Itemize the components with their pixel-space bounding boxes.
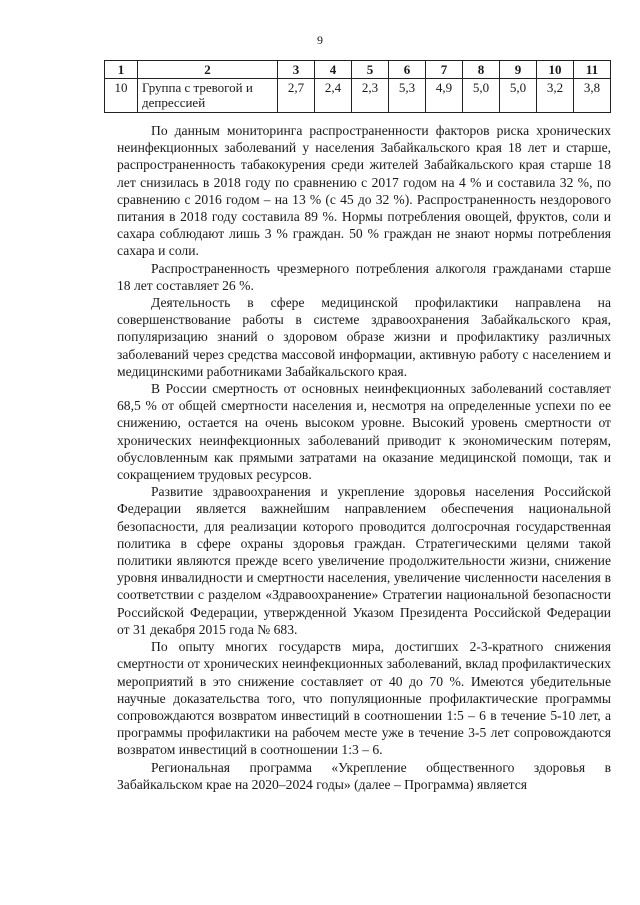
table-row xyxy=(105,79,611,113)
paragraph-international-experience: По опыту многих государств мира, достигших 2-3-кратного снижения смертности от хронических неинфекционных заболеваний, вклад профилактических мероприятий в это снижение составляет от 40 до 70 %. Имеются убедительные научные доказательства того, что популяционные профилактические программы сопровождаются возвратом инвестиций в соотношении 1:5 – 6 в течение 5-10 лет, а программы профилактики на рабочем месте уже в течение 3-5 лет сопровождаются возвратом инвестиций в соотношении 1:3 – 6. xyxy=(117,639,611,758)
table-header-cell: 4 xyxy=(315,61,352,79)
page-number: 9 xyxy=(317,33,323,47)
table-header-cell: 3 xyxy=(278,61,315,79)
table-cell: 5,3 xyxy=(389,79,426,113)
paragraph-prevention-activity: Деятельность в сфере медицинской профилактики направлена на совершенствование работы в системе здравоохранения Забайкальского края, популяризацию знаний о здоровом образе жизни и профилактику различных заболеваний через средства массовой информации, активную работу с населением и медицинскими работниками Забайкальского края. xyxy=(117,295,611,379)
paragraph-regional-program: Региональная программа «Укрепление общественного здоровья в Забайкальском крае на 2020–2024 годы» (далее – Программа) является xyxy=(117,759,611,792)
table-header-cell: 7 xyxy=(426,61,463,79)
document-body xyxy=(117,122,611,793)
paragraph-tobacco-nutrition: По данным мониторинга распространенности факторов риска хронических неинфекционных заболеваний у населения Забайкальского края 18 лет и старше, распространенность табакокурения среди жителей Забайкальского края старше 18 лет снизилась в 2018 году по сравнению с 2017 годом на 4 % и составила 32 %, по сравнению с 2016 годом – на 13 % (с 45 до 32 %). Распространенность нездорового питания в 2018 году составила 89 %. Нормы потребления овощей, фруктов, соли и сахара соблюдают лишь 3 % граждан. 50 % граждан не знают нормы потребления сахара и соли. xyxy=(117,123,611,259)
paragraph-mortality: В России смертность от основных неинфекционных заболеваний составляет 68,5 % от общей смертности населения и, несмотря на определенные успехи по ее снижению, остается на очень высоком уровне. Высокий уровень смертности от хронических неинфекционных заболеваний приводит к экономическим потерям, обусловленным как прямыми затратами на оказание медицинской помощи, так и сокращением трудовых ресурсов. xyxy=(117,381,611,483)
table-header-cell: 1 xyxy=(105,61,138,79)
paragraph-alcohol: Распространенность чрезмерного потребления алкоголя гражданами старше 18 лет составляет 26 %. xyxy=(117,260,611,293)
table-cell: 2,4 xyxy=(315,79,352,113)
table-cell: 4,9 xyxy=(426,79,463,113)
table-cell: 5,0 xyxy=(463,79,500,113)
data-table xyxy=(104,60,611,113)
row-name-cell: Группа с тревогой и депрессией xyxy=(138,79,278,113)
table-cell: 2,3 xyxy=(352,79,389,113)
paragraph-national-security: Развитие здравоохранения и укрепление здоровья населения Российской Федерации является важнейшим направлением обеспечения национальной безопасности, для реализации которого проводится долгосрочная государственная политика в сфере охраны здоровья граждан. Стратегическими целями такой политики являются прежде всего увеличение продолжительности жизни, снижение уровня инвалидности и смертности населения, увеличение численности населения в соответствии с разделом «Здравоохранение» Стратегии национальной безопасности Российской Федерации, утвержденной Указом Президента Российской Федерации от 31 декабря 2015 года № 683. xyxy=(117,484,611,637)
table-header-cell: 5 xyxy=(352,61,389,79)
table-header-cell: 6 xyxy=(389,61,426,79)
table-cell: 5,0 xyxy=(500,79,537,113)
table-header-cell: 8 xyxy=(463,61,500,79)
table-header-cell: 9 xyxy=(500,61,537,79)
table-cell: 3,2 xyxy=(537,79,574,113)
table-header-cell: 11 xyxy=(574,61,611,79)
table-cell: 2,7 xyxy=(278,79,315,113)
table-header-cell: 2 xyxy=(138,61,278,79)
row-number-cell: 10 xyxy=(105,79,138,113)
table-header-row xyxy=(105,61,611,79)
table-header-cell: 10 xyxy=(537,61,574,79)
table-cell: 3,8 xyxy=(574,79,611,113)
